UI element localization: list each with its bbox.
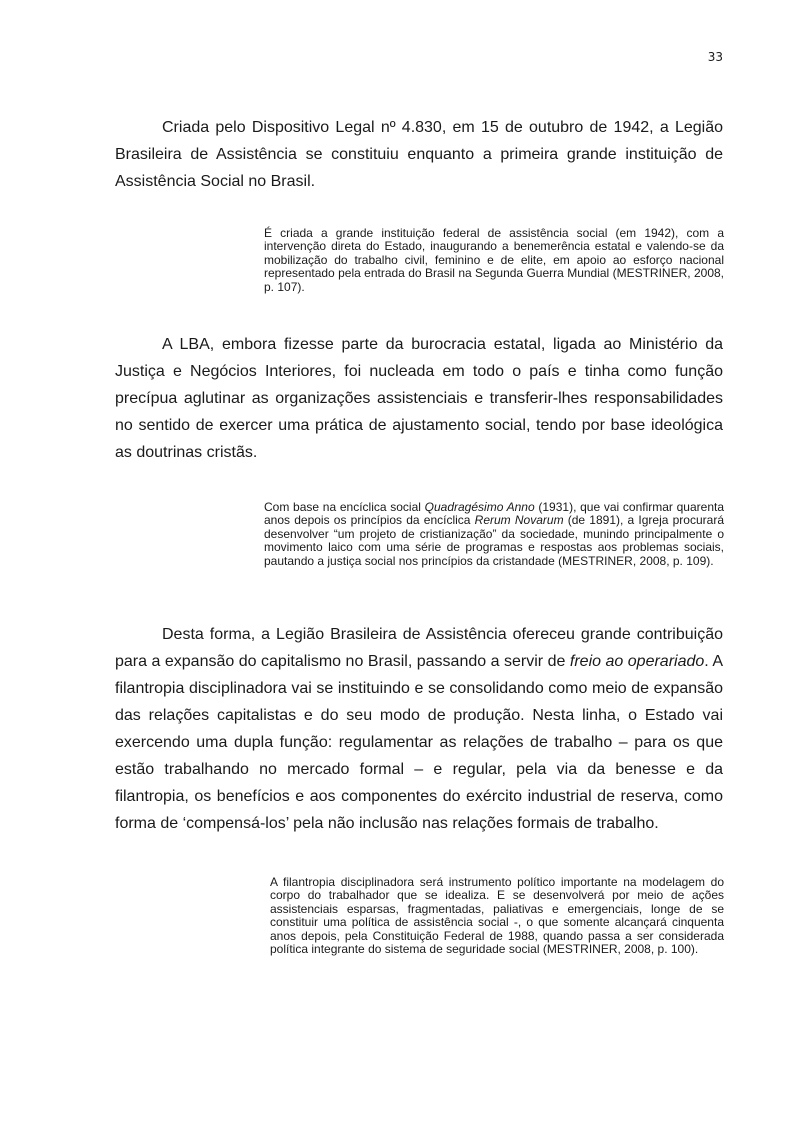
italic-freio-ao-operariado: freio ao operariado xyxy=(569,653,705,670)
quote-text: (de 1891), a Igreja procurará desenvolver “um projeto de cristianização” da sociedade, munindo principalmente o movimento laico com uma série de programas e respostas aos problemas sociais, pautando a justiça social nos princípios da cristandade (MESTRINER, 2008, p. 109). xyxy=(264,513,724,568)
block-quote-mestriner-109 xyxy=(264,501,724,568)
page-number: 33 xyxy=(707,50,723,64)
paragraph-text: Criada pelo Dispositivo Legal nº 4.830, em 15 de outubro de 1942, a Legião Brasileira de Assistência se constituiu enquanto a primeira grande instituição de Assistência Social no Brasil. xyxy=(115,119,723,190)
quote-text: Com base na encíclica social xyxy=(264,500,425,514)
paragraph-lba-role xyxy=(115,331,723,466)
quote-italic-rerum-novarum: Rerum Novarum xyxy=(474,513,564,528)
quote-text: (1931), que vai confirmar quarenta anos depois os princípios da encíclica xyxy=(264,500,725,528)
paragraph-text: A LBA, embora fizesse parte da burocracia estatal, ligada ao Ministério da Justiça e Negócios Interiores, foi nucleada em todo o país e tinha como função precípua aglutinar as organizações assistenciais e transferir-lhes responsabilidades no sentido de exercer uma prática de ajustamento social, tendo por base ideológica as doutrinas cristãs. xyxy=(115,336,723,461)
paragraph-philanthropy xyxy=(115,621,723,837)
block-quote-mestriner-100 xyxy=(270,876,724,956)
paragraph-text: . A filantropia disciplinadora vai se instituindo e se consolidando como meio de expansão das relações capitalistas e do seu modo de produção. Nesta linha, o Estado vai exercendo uma dupla função: regulamentar as relações de trabalho – para os que estão trabalhando no mercado formal – e regular, pela via da benesse e da filantropia, os benefícios e aos componentes do exército industrial de reserva, como forma de ‘compensá-los’ pela não inclusão nas relações formais de trabalho. xyxy=(115,653,723,832)
quote-text: É criada a grande instituição federal de assistência social (em 1942), com a intervenção direta do Estado, inaugurando a benemerência estatal e valendo-se da mobilização do trabalho civil, feminino e de elite, em apoio ao esforço nacional representado pela entrada do Brasil na Segunda Guerra Mundial (MESTRINER, 2008, p. 107). xyxy=(264,226,724,294)
block-quote-mestriner-107 xyxy=(264,227,724,294)
quote-italic-quadragesimo: Quadragésimo Anno xyxy=(424,500,535,514)
quote-text: A filantropia disciplinadora será instrumento político importante na modelagem do corpo do trabalhador que se idealiza. E se desenvolverá por meio de ações assistenciais esparsas, fragmentadas, paliativas e emergenciais, longe de se constituir uma política de assistência social -, o que somente alcançará cinquenta anos depois, pela Constituição Federal de 1988, quando passa a ser considerada política integrante do sistema de seguridade social (MESTRINER, 2008, p. 100). xyxy=(270,875,724,957)
paragraph-lba-creation xyxy=(115,114,723,195)
paragraph-text: Desta forma, a Legião Brasileira de Assistência ofereceu grande contribuição para a expansão do capitalismo no Brasil, passando a servir de xyxy=(115,626,723,670)
